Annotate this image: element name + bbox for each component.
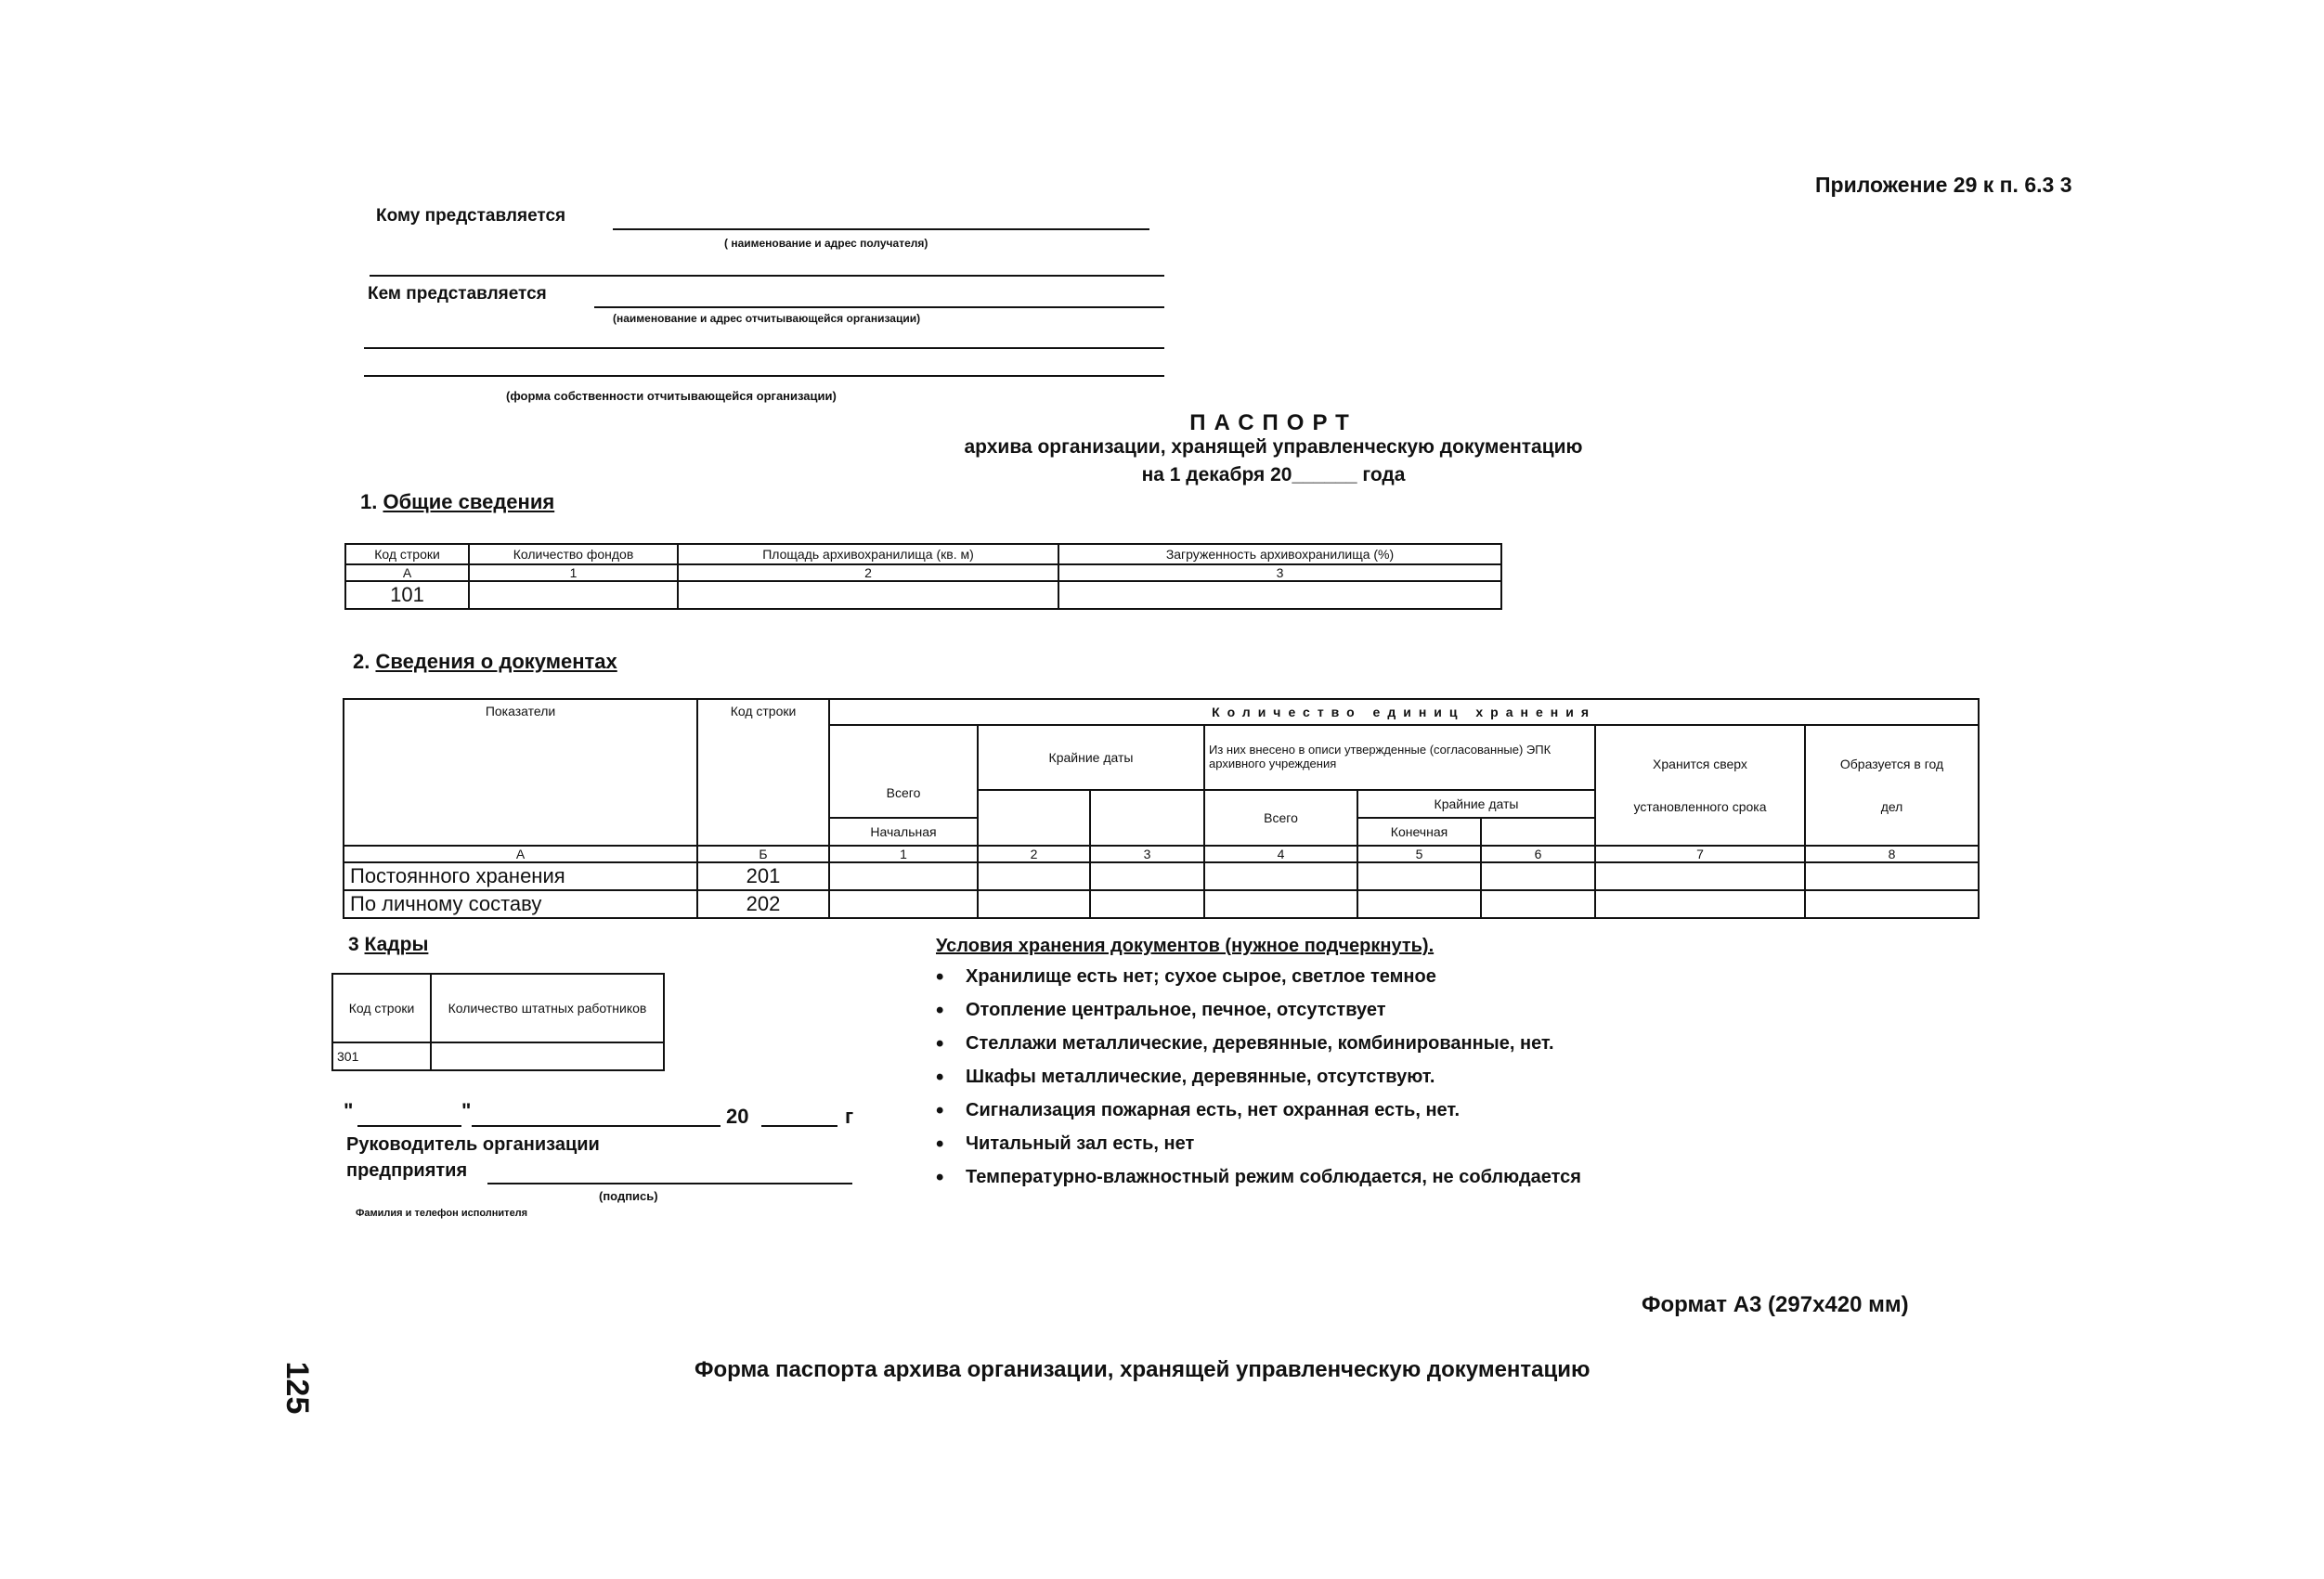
row-code-cell: 101 [345,581,469,609]
index-cell: 4 [1204,846,1357,862]
header-cell: Загруженность архивохранилища (%) [1058,544,1501,564]
sender-label: Кем представляется [368,284,547,304]
date-month-line [472,1125,721,1127]
table-row [332,1042,664,1070]
conditions-heading [936,936,1434,957]
head-label-line2: предприятия [346,1160,468,1181]
table-header-row [332,974,664,1042]
end-date-header: Конечная [1357,818,1481,846]
section2-number: 2. [353,650,370,673]
format-note: Формат А3 (297х420 мм) [1642,1292,1909,1317]
header-cell: Площадь архивохранилища (кв. м) [678,544,1058,564]
list-item: • Отопление центральное, печное, отсутствует [930,1000,1581,1033]
index-cell: 1 [469,564,678,581]
date-day-line [357,1125,461,1127]
data-cell [1805,862,1979,890]
sender-line-2 [364,347,1164,349]
data-cell [829,890,978,918]
row-code-cell: 201 [697,862,829,890]
date-close-quote: " [461,1099,472,1122]
row-code-cell: 301 [332,1042,431,1070]
code-header: Код строки [697,699,829,846]
data-cell [1595,890,1805,918]
index-cell: 2 [678,564,1058,581]
sender-caption: (наименование и адрес отчитывающейся организации) [613,312,921,325]
documents-table [343,698,1980,919]
list-item: • Шкафы металлические, деревянные, отсутствуют. [930,1067,1581,1100]
data-cell [1357,890,1481,918]
per-year-header [1805,725,1979,846]
section2-heading [353,650,617,674]
table-row [345,581,1501,609]
section3-number: 3 [348,934,359,955]
index-cell: 6 [1481,846,1595,862]
recipient-caption: ( наименование и адрес получателя) [724,237,928,250]
index-cell: А [345,564,469,581]
table-index-row [345,564,1501,581]
section1-number: 1. [360,490,378,513]
table-index-row [344,846,1979,862]
list-item: • Хранилище есть нет; сухое сырое, светлое темное [930,966,1581,1000]
conditions-list [930,966,1581,1200]
data-cell [1357,862,1481,890]
index-cell: А [344,846,697,862]
general-info-table [344,543,1502,610]
executor-caption: Фамилия и телефон исполнителя [356,1208,528,1219]
data-cell [431,1042,664,1070]
date-year-prefix: 20 [726,1105,749,1128]
data-cell [978,862,1090,890]
data-cell [1204,862,1357,890]
index-cell: 3 [1058,564,1501,581]
passport-subtitle: архива организации, хранящей управленческую документацию [964,436,1583,458]
data-cell [1481,890,1595,918]
appendix-reference: Приложение 29 к п. 6.3 3 [1815,173,2072,197]
over-term-header-line1: Хранится сверх [1653,756,1747,771]
per-year-header-line2: дел [1880,799,1903,814]
staff-count-header: Количество штатных работников [431,974,664,1042]
recipient-line [613,228,1149,230]
total-header: Всего [829,725,978,818]
included-in-inventories-header: Из них внесено в описи утвержденные (согласованные) ЭПК архивного учреждения [1204,725,1595,790]
data-cell [1481,862,1595,890]
included-dates-header: Крайние даты [1357,790,1595,818]
row-name-cell: Постоянного хранения [344,862,697,890]
figure-caption: Форма паспорта архива организации, хранящей управленческую документацию [695,1357,1590,1382]
recipient-line-2 [370,275,1164,277]
storage-units-group-header: Количество единиц хранения [829,699,1979,725]
over-term-header-line2: установленного срока [1633,799,1767,814]
index-cell: 3 [1090,846,1204,862]
date-year-line [761,1125,837,1127]
section2-title: Сведения о документах [375,650,617,673]
data-cell [1058,581,1501,609]
passport-title: ПАСПОРТ [1189,410,1357,435]
data-cell [1204,890,1357,918]
signature-caption: (подпись) [599,1189,658,1203]
conditions-heading-text: Условия хранения документов (нужное подчеркнуть). [936,936,1435,956]
index-cell: 1 [829,846,978,862]
header-cell: Код строки [345,544,469,564]
over-term-header [1595,725,1805,846]
sender-line-3 [364,375,1164,377]
table-header-row [344,699,1979,725]
recipient-label: Кому представляется [376,206,566,226]
list-item: • Температурно-влажностный режим соблюдается, не соблюдается [930,1167,1581,1200]
table-header-row [345,544,1501,564]
data-cell [1805,890,1979,918]
data-cell [1090,862,1204,890]
section3-heading [348,934,428,956]
data-cell [678,581,1058,609]
section3-title: Кадры [364,934,429,955]
table-row [344,890,1979,918]
data-cell [1090,890,1204,918]
staff-table [331,973,665,1071]
index-cell: 5 [1357,846,1481,862]
table-row [344,862,1979,890]
dates-spacer [978,790,1090,846]
passport-date-line: на 1 декабря 20______ года [1141,464,1406,485]
data-cell [469,581,678,609]
per-year-header-line1: Образуется в год [1839,756,1944,771]
signature-line [487,1183,852,1184]
data-cell [978,890,1090,918]
included-total-header: Всего [1204,790,1357,846]
data-cell [1595,862,1805,890]
sender-line [594,306,1164,308]
dates-header: Крайние даты [978,725,1204,790]
index-cell: 7 [1595,846,1805,862]
indicators-header: Показатели [344,699,697,846]
row-name-cell: По личному составу [344,890,697,918]
list-item: • Стеллажи металлические, деревянные, комбинированные, нет. [930,1033,1581,1067]
ownership-caption: (форма собственности отчитывающейся организации) [506,389,837,403]
index-cell: Б [697,846,829,862]
list-item: • Читальный зал есть, нет [930,1133,1581,1167]
code-header: Код строки [332,974,431,1042]
header-cell: Количество фондов [469,544,678,564]
date-year-suffix: г [845,1105,854,1128]
dates-spacer [1090,790,1204,846]
head-label-line1: Руководитель организации [346,1134,600,1155]
index-cell: 2 [978,846,1090,862]
row-code-cell: 202 [697,890,829,918]
index-cell: 8 [1805,846,1979,862]
date-open-quote: " [344,1099,354,1122]
page-number: 125 [279,1361,315,1415]
data-cell [829,862,978,890]
list-item: • Сигнализация пожарная есть, нет охранная есть, нет. [930,1100,1581,1133]
start-date-header: Начальная [829,818,978,846]
section1-title: Общие сведения [383,490,555,513]
section1-heading [360,490,554,514]
